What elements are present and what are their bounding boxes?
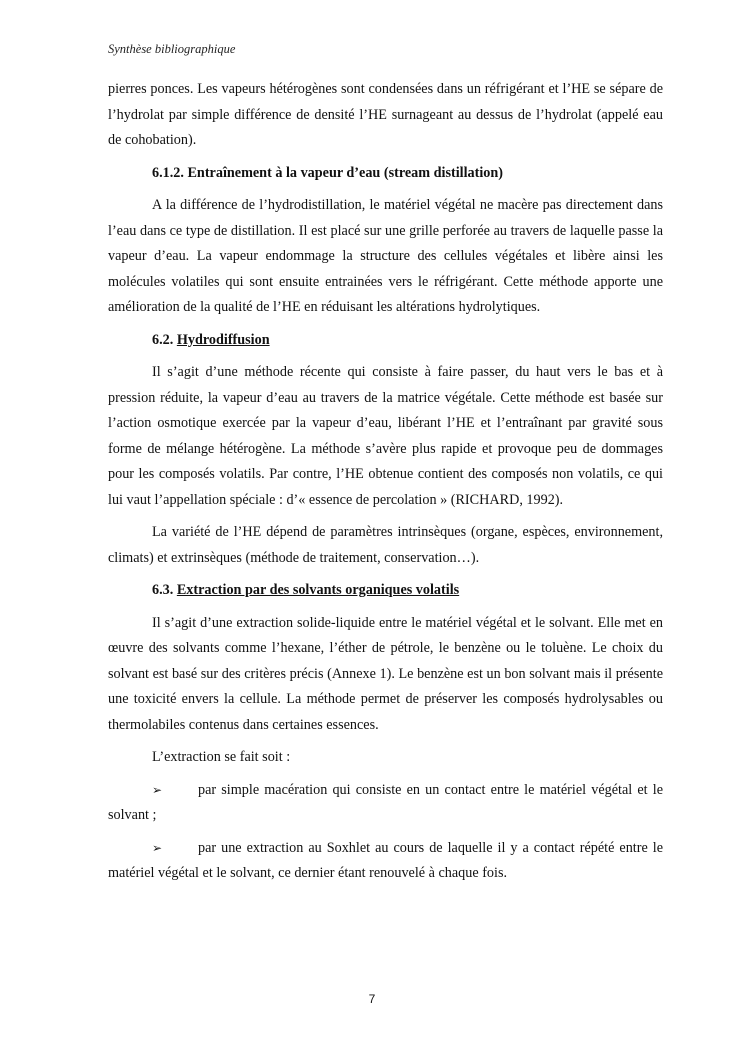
paragraph-solvent-extraction: Il s’agit d’une extraction solide-liquide entre le matériel végétal et le solvant. Elle met en œuvre des solvants comme l’hexane, l’éther de pétrole, le benzène ou le toluène. Le choix du solvant est basé sur des critères précis (Annexe 1). Le benzène est un bon solvant mais il présente une toxicité envers la cellule. La méthode permet de préserver les composés hydrolysables ou thermolabiles contenus dans certaines essences.	[108, 614, 663, 733]
paragraph-hydrodiffusion: Il s’agit d’une méthode récente qui consiste à faire passer, du haut vers le bas et à pression réduite, la vapeur d’eau au travers de la matrice végétale. Cette méthode est basée sur l’action osmotique exercée par la vapeur d’eau, libérant l’HE et l’entraînant par gravité sous forme de mélange hétérogène. La méthode s’avère plus rapide et provoque peu de dommages pour les composés volatils. Par contre, l’HE obtenue contient des composés non volatils, ce qui lui vaut l’appellation spéciale : d’« essence de percolation » (RICHARD, 1992).	[108, 364, 663, 508]
arrowhead-bullet-icon: ➢	[152, 782, 163, 797]
list-item: ➢ par une extraction au Soxhlet au cours de laquelle il y a contact répété entre le matériel végétal et le solvant, ce dernier étant renouvelé à chaque fois.	[108, 836, 663, 887]
paragraph-steam-distillation: A la différence de l’hydrodistillation, le matériel végétal ne macère pas directement dans l’eau dans ce type de distillation. Il est placé sur une grille perforée au travers de laquelle passe la vapeur d’eau. La vapeur endommage la structure des cellules végétales et libère ainsi les molécules volatiles qui sont ensuite entrainées vers le réfrigérant. Cette méthode apporte une amélioration de la qualité de l’HE en réduisant les altérations hydrolytiques.	[108, 197, 663, 315]
paragraph-variety: La variété de l’HE dépend de paramètres intrinsèques (organe, espèces, environnement, climats) et extrinsèques (méthode de traitement, conservation…).	[108, 524, 663, 566]
page-number: 7	[368, 992, 376, 1006]
section-title: Hydrodiffusion	[176, 331, 270, 348]
running-header: Synthèse bibliographique	[108, 42, 236, 56]
page-body	[108, 77, 663, 894]
section-heading-6-3	[152, 578, 663, 604]
section-title: Extraction par des solvants organiques volatils	[176, 582, 460, 598]
section-number: 6.3.	[152, 582, 177, 598]
paragraph-list-intro: L’extraction se fait soit :	[152, 749, 291, 765]
section-heading-6-1-2: 6.1.2. Entraînement à la vapeur d’eau (stream distillation)	[152, 164, 504, 181]
paragraph-intro: pierres ponces. Les vapeurs hétérogènes sont condensées dans un réfrigérant et l’HE se sépare de l’hydrolat par simple différence de densité l’HE surnageant au dessus de l’hydrolat (appelé eau de cohobation).	[108, 81, 663, 148]
section-heading-6-2	[152, 328, 663, 354]
list-item: ➢ par simple macération qui consiste en un contact entre le matériel végétal et le solvant ;	[108, 778, 663, 829]
arrowhead-bullet-icon: ➢	[152, 840, 163, 855]
section-number: 6.2.	[152, 331, 177, 348]
